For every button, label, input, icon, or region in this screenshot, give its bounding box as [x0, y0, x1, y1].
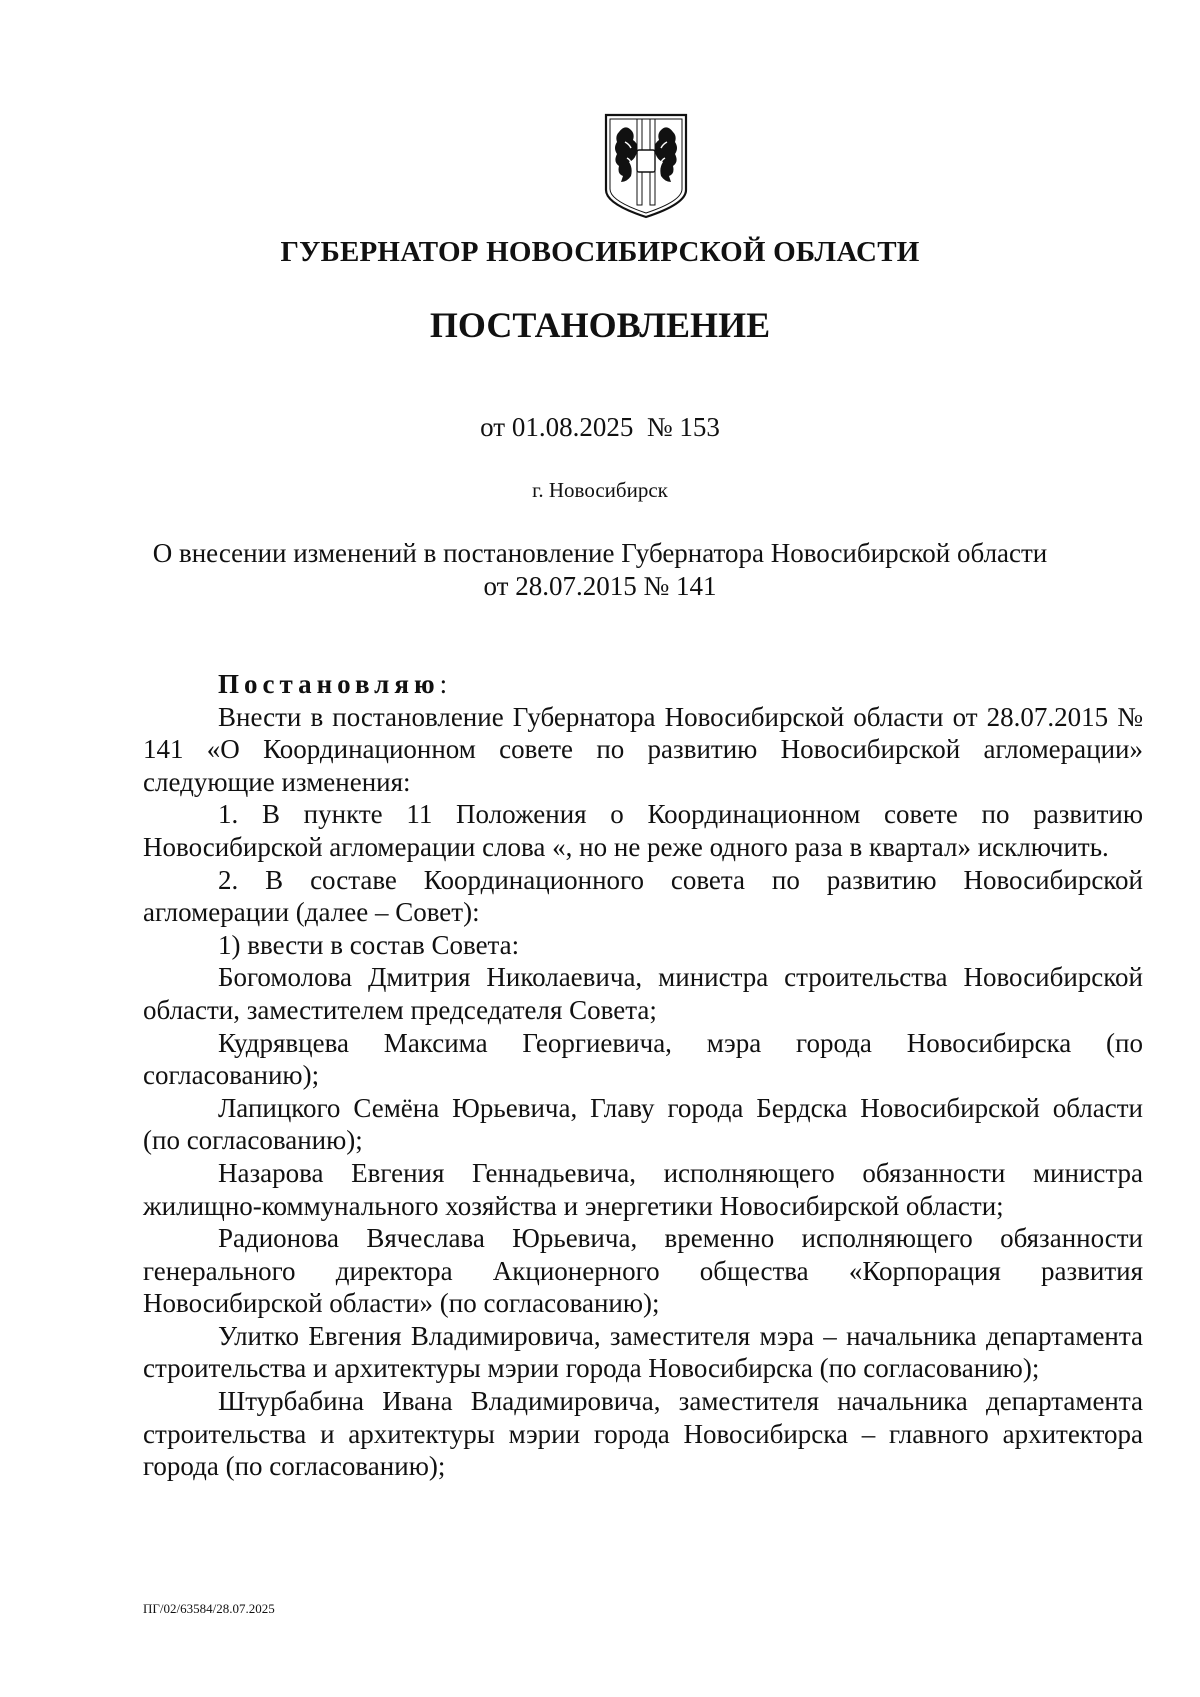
body-paragraph: Радионова Вячеслава Юрьевича, временно исполняющего обязанности генерального директора Акционерного общества «Корпорация развития Новосибирской области» (по согласованию); [143, 1223, 1143, 1319]
decree-word: Постановляю [218, 669, 440, 699]
body-paragraph: 1) ввести в состав Совета: [218, 929, 520, 960]
body-paragraph: Назарова Евгения Геннадьевича, исполняющего обязанности министра жилищно-коммунального хозяйства и энергетики Новосибирской области; [143, 1157, 1143, 1221]
document-subject [0, 537, 1200, 603]
document-body [143, 668, 1143, 1483]
body-paragraph: Лапицкого Семёна Юрьевича, Главу города Бердска Новосибирской области (по согласованию); [143, 1092, 1143, 1156]
document-reference-code: ПГ/02/63584/28.07.2025 [143, 1601, 275, 1616]
coat-of-arms-icon [603, 112, 689, 220]
body-paragraph: 2. В составе Координационного совета по развитию Новосибирской агломерации (далее – Совет): [143, 864, 1143, 928]
body-paragraph: Кудрявцева Максима Георгиевича, мэра города Новосибирска (по согласованию); [143, 1027, 1143, 1091]
subject-line-2: от 28.07.2015 № 141 [483, 571, 717, 601]
body-paragraph: Богомолова Дмитрия Николаевича, министра строительства Новосибирской области, заместителем председателя Совета; [143, 962, 1143, 1025]
body-paragraph: Улитко Евгения Владимировича, заместителя мэра – начальника департамента строительства и архитектуры мэрии города Новосибирска (по согласованию); [143, 1320, 1143, 1384]
body-paragraph: Штурбабина Ивана Владимировича, заместителя начальника департамента строительства и архитектуры мэрии города Новосибирска – главного архитектора города (по согласованию); [143, 1386, 1143, 1482]
place-of-issue: г. Новосибирск [532, 478, 668, 502]
decree-heading: Постановляю: [218, 669, 448, 699]
document-type-title: ПОСТАНОВЛЕНИЕ [429, 305, 771, 345]
issuing-authority: ГУБЕРНАТОР НОВОСИБИРСКОЙ ОБЛАСТИ [280, 236, 920, 268]
body-paragraph: 1. В пункте 11 Положения о Координационном совете по развитию Новосибирской агломерации слова «, но не реже одного раза в квартал» исключить. [143, 799, 1143, 862]
body-paragraph: Внести в постановление Губернатора Новосибирской области от 28.07.2015 № 141 «О Координационном совете по развитию Новосибирской агломерации» следующие изменения: [143, 701, 1143, 797]
date-and-number: от 01.08.2025 № 153 [480, 412, 720, 442]
subject-line-1: О внесении изменений в постановление Губернатора Новосибирской области [152, 538, 1048, 568]
